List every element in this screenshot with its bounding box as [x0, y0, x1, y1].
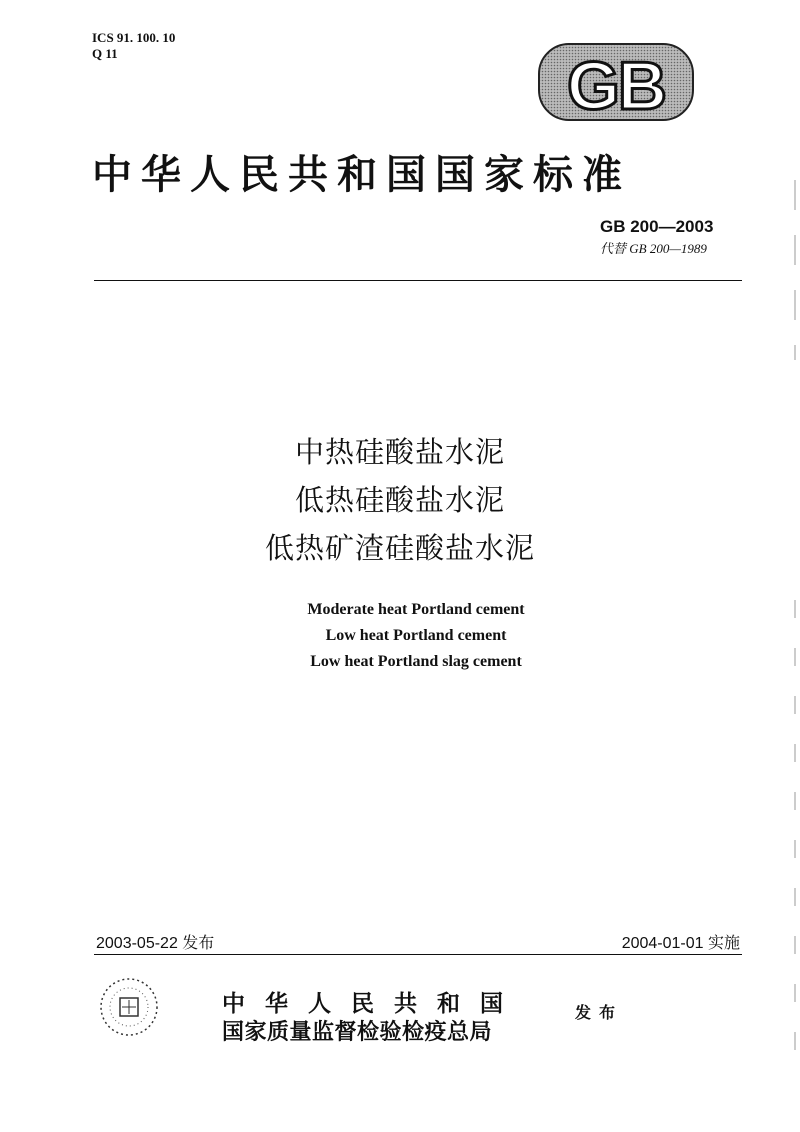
ccs-code: Q 11: [92, 46, 118, 61]
issue-date: 2003-05-22 发布: [96, 935, 215, 952]
scan-edge-marks: [792, 180, 798, 1080]
standard-number: GB 200—2003: [600, 217, 714, 236]
issued-label: 发布: [575, 1003, 624, 1022]
gb-logo: [538, 43, 694, 121]
standard-category: 中华人民共和国国家标准: [92, 151, 631, 198]
official-seal-icon: [98, 976, 160, 1038]
ics-code: ICS 91. 100. 10: [92, 30, 176, 45]
publisher-line-2: 国家质量监督检验检疫总局: [222, 1019, 493, 1045]
footer-divider: [94, 954, 742, 955]
implementation-date: 2004-01-01 实施: [621, 935, 740, 952]
title-zh-2: 低热硅酸盐水泥: [294, 483, 505, 517]
title-en-2: Low heat Portland cement: [325, 627, 507, 644]
gb-logo-text: GB: [567, 48, 665, 121]
title-zh-1: 中热硅酸盐水泥: [294, 435, 505, 469]
classification-codes: [92, 30, 175, 62]
replaces-standard: 代替 GB 200—1989: [600, 241, 707, 256]
title-en-3: Low heat Portland slag cement: [310, 653, 522, 670]
title-zh-3: 低热矿渣硅酸盐水泥: [264, 531, 535, 565]
header-divider: [94, 280, 742, 281]
title-en-1: Moderate heat Portland cement: [307, 601, 525, 618]
standard-number-block: [600, 217, 745, 257]
publisher-line-1: 中华人民共和国: [222, 990, 523, 1017]
